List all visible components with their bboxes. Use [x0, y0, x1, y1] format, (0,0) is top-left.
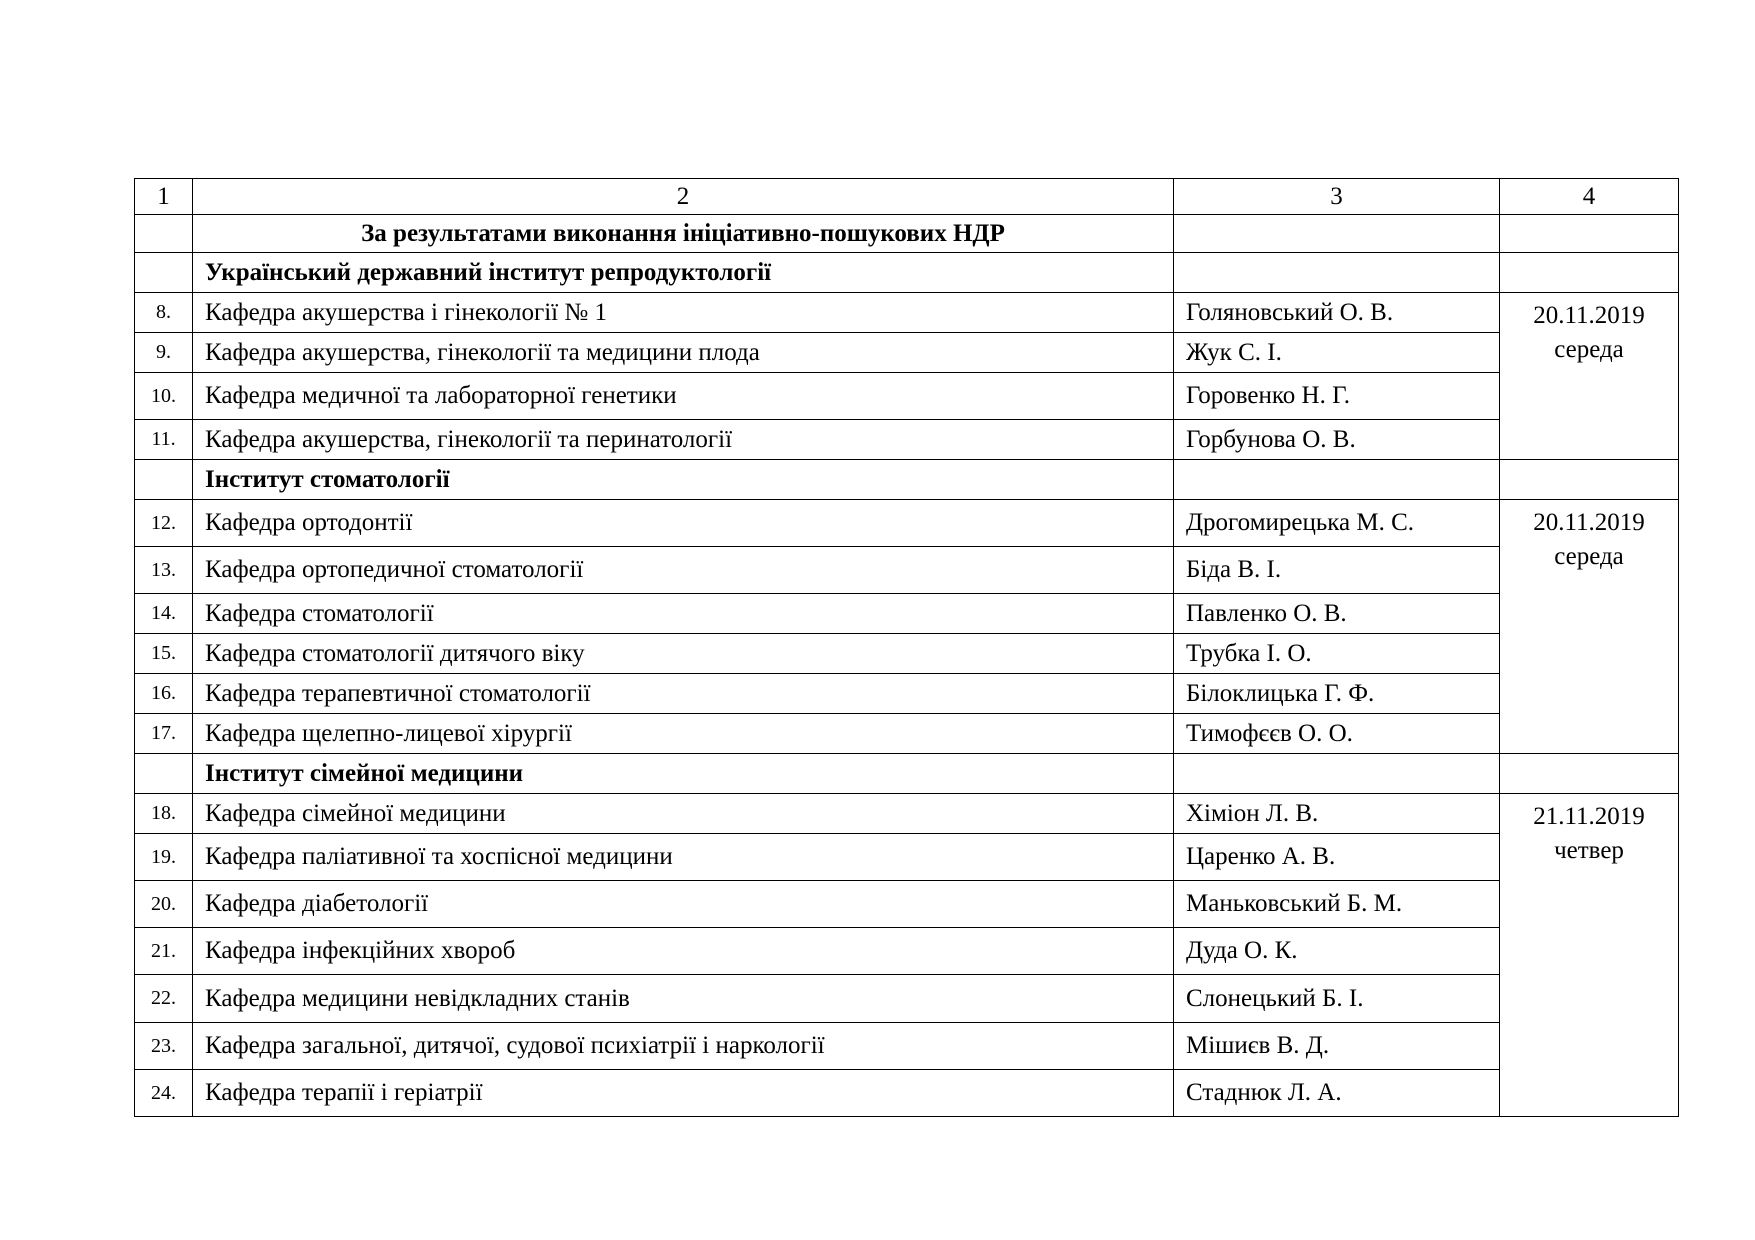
table-row: [135, 634, 1679, 674]
table-row: [135, 834, 1679, 881]
department-name: Кафедра акушерства, гінекології та перинатології: [193, 420, 1174, 460]
table-row: [135, 373, 1679, 420]
department-name: Кафедра терапії і геріатрії: [193, 1070, 1174, 1117]
table-row: [135, 975, 1679, 1023]
date: 21.11.2019: [1533, 803, 1645, 830]
date-cell: [1500, 293, 1679, 460]
department-head: Голяновський О. В.: [1174, 293, 1500, 333]
empty-cell: [1174, 460, 1500, 500]
section-title: За результатами виконання ініціативно-пошукових НДР: [193, 215, 1174, 253]
row-number: 19.: [135, 834, 193, 881]
department-name: Кафедра медичної та лабораторної генетики: [193, 373, 1174, 420]
department-head: Горбунова О. В.: [1174, 420, 1500, 460]
department-head: Білоклицька Г. Ф.: [1174, 674, 1500, 714]
table-row: [135, 293, 1679, 333]
date: 20.11.2019: [1533, 509, 1645, 536]
department-head: Маньковський Б. М.: [1174, 881, 1500, 928]
department-head: Дуда О. К.: [1174, 928, 1500, 975]
empty-cell: [135, 460, 193, 500]
table-row: [135, 714, 1679, 754]
date: 20.11.2019: [1533, 302, 1645, 329]
table-row: [135, 794, 1679, 834]
empty-cell: [1174, 754, 1500, 794]
department-name: Кафедра паліативної та хоспісної медицини: [193, 834, 1174, 881]
empty-cell: [1500, 253, 1679, 293]
department-name: Кафедра акушерства, гінекології та медицини плода: [193, 333, 1174, 373]
header-cell: 2: [193, 179, 1174, 215]
department-head: Жук С. І.: [1174, 333, 1500, 373]
department-name: Кафедра стоматології дитячого віку: [193, 634, 1174, 674]
row-number: 15.: [135, 634, 193, 674]
department-name: Кафедра ортопедичної стоматології: [193, 547, 1174, 594]
empty-cell: [1174, 215, 1500, 253]
department-head: Горовенко Н. Г.: [1174, 373, 1500, 420]
table-row: [135, 928, 1679, 975]
table-body: [135, 179, 1679, 1117]
department-name: Кафедра стоматології: [193, 594, 1174, 634]
header-cell: 4: [1500, 179, 1679, 215]
department-name: Кафедра сімейної медицини: [193, 794, 1174, 834]
date-cell: [1500, 794, 1679, 1117]
department-head: Трубка І. О.: [1174, 634, 1500, 674]
table-row: [135, 594, 1679, 634]
weekday: середа: [1554, 543, 1624, 570]
row-number: 8.: [135, 293, 193, 333]
header-cell: 3: [1174, 179, 1500, 215]
table-row: [135, 420, 1679, 460]
table-row: [135, 1070, 1679, 1117]
row-number: 23.: [135, 1023, 193, 1070]
department-name: Кафедра акушерства і гінекології № 1: [193, 293, 1174, 333]
empty-cell: [135, 754, 193, 794]
table-row: [135, 500, 1679, 547]
header-row: [135, 179, 1679, 215]
row-number: 21.: [135, 928, 193, 975]
empty-cell: [1500, 754, 1679, 794]
table-row: [135, 881, 1679, 928]
institute-name: Інститут сімейної медицини: [193, 754, 1174, 794]
department-name: Кафедра загальної, дитячої, судової психіатрії і наркології: [193, 1023, 1174, 1070]
row-number: 9.: [135, 333, 193, 373]
institute-name: Український державний інститут репродуктології: [193, 253, 1174, 293]
institute-row: [135, 754, 1679, 794]
empty-cell: [135, 253, 193, 293]
row-number: 10.: [135, 373, 193, 420]
table-row: [135, 547, 1679, 594]
row-number: 16.: [135, 674, 193, 714]
empty-cell: [1500, 215, 1679, 253]
section-title-row: [135, 215, 1679, 253]
table-row: [135, 333, 1679, 373]
empty-cell: [1174, 253, 1500, 293]
department-name: Кафедра інфекційних хвороб: [193, 928, 1174, 975]
department-head: Мішиєв В. Д.: [1174, 1023, 1500, 1070]
institute-row: [135, 253, 1679, 293]
department-head: Дрогомирецька М. С.: [1174, 500, 1500, 547]
row-number: 17.: [135, 714, 193, 754]
department-head: Біда В. І.: [1174, 547, 1500, 594]
row-number: 12.: [135, 500, 193, 547]
department-head: Хіміон Л. В.: [1174, 794, 1500, 834]
row-number: 24.: [135, 1070, 193, 1117]
department-head: Царенко А. В.: [1174, 834, 1500, 881]
department-name: Кафедра діабетології: [193, 881, 1174, 928]
institute-row: [135, 460, 1679, 500]
empty-cell: [135, 215, 193, 253]
department-name: Кафедра щелепно-лицевої хірургії: [193, 714, 1174, 754]
header-cell: 1: [135, 179, 193, 215]
schedule-table: [134, 178, 1679, 1117]
institute-name: Інститут стоматології: [193, 460, 1174, 500]
department-head: Павленко О. В.: [1174, 594, 1500, 634]
department-head: Тимофєєв О. О.: [1174, 714, 1500, 754]
row-number: 11.: [135, 420, 193, 460]
table-row: [135, 1023, 1679, 1070]
weekday: четвер: [1554, 837, 1624, 864]
row-number: 22.: [135, 975, 193, 1023]
row-number: 20.: [135, 881, 193, 928]
department-name: Кафедра ортодонтії: [193, 500, 1174, 547]
department-name: Кафедра медицини невідкладних станів: [193, 975, 1174, 1023]
row-number: 14.: [135, 594, 193, 634]
table-row: [135, 674, 1679, 714]
department-head: Стаднюк Л. А.: [1174, 1070, 1500, 1117]
row-number: 18.: [135, 794, 193, 834]
date-cell: [1500, 500, 1679, 754]
row-number: 13.: [135, 547, 193, 594]
department-name: Кафедра терапевтичної стоматології: [193, 674, 1174, 714]
department-head: Слонецький Б. І.: [1174, 975, 1500, 1023]
weekday: середа: [1554, 336, 1624, 363]
empty-cell: [1500, 460, 1679, 500]
